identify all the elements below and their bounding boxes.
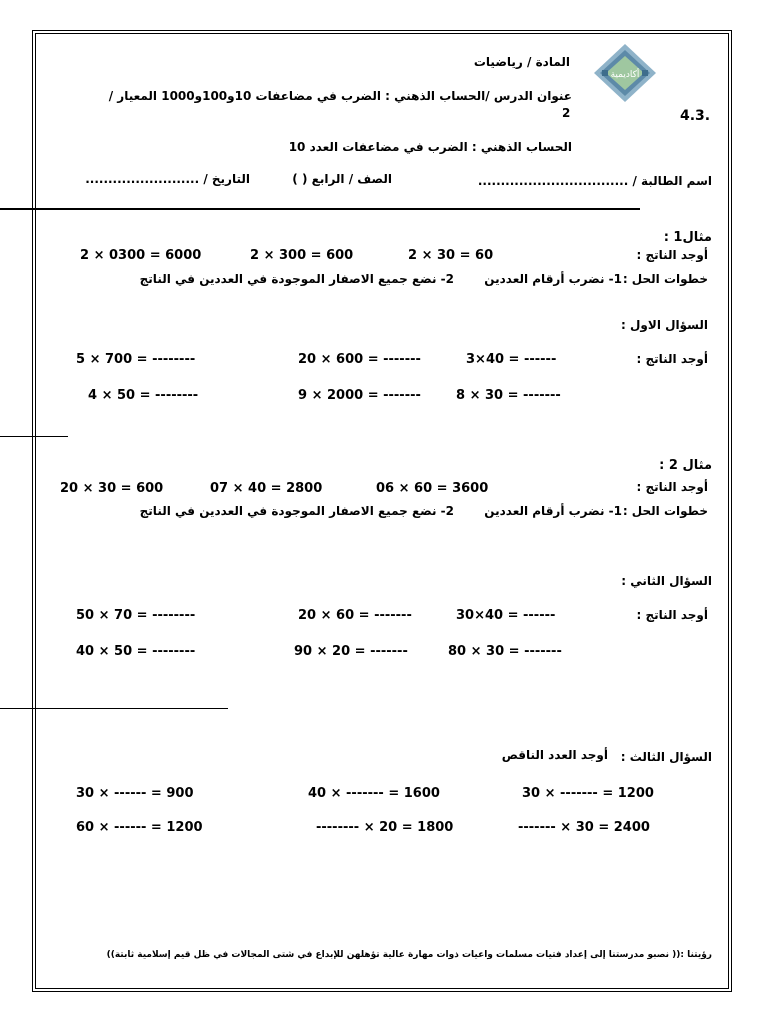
question3-instruction: أوجد العدد الناقص — [501, 748, 608, 762]
example1-step-2: 2- نضع جميع الاصفار الموجودة في العددين في الناتج — [139, 272, 454, 286]
lesson-title: عنوان الدرس /الحساب الذهني : الضرب في مضاعفات 10و100و1000 المعيار / — [108, 89, 572, 103]
question2-item-2: 20 × 60 = ------- — [298, 608, 412, 623]
header-divider — [0, 208, 640, 210]
question2-title: السؤال الثاني : — [621, 574, 712, 588]
example1-step-1: 1- نضرب أرقام العددين — [484, 272, 622, 286]
example2-title: مثال 2 : — [659, 458, 712, 473]
example1-item-3: 2 × 0300 = 6000 — [80, 248, 202, 263]
example2-instruction: أوجد الناتج : — [636, 480, 708, 494]
topic-title: الحساب الذهني : الضرب في مضاعفات العدد 10 — [288, 140, 572, 154]
example1-steps-label: خطوات الحل : — [622, 272, 708, 286]
question2-item-6: 40 × 50 = -------- — [76, 644, 196, 659]
question2-item-4: 80 × 30 = ------- — [448, 644, 562, 659]
section-divider-1 — [0, 436, 68, 437]
question3-title: السؤال الثالث : — [620, 750, 712, 764]
question2-item-1: 30×40 = ------ — [456, 608, 556, 623]
question3-item-5: -------- × 20 = 1800 — [316, 820, 454, 835]
date-field: التاريخ / ......................... — [85, 172, 250, 186]
question3-item-3: 30 × ------ = 900 — [76, 786, 194, 801]
question1-item-3: 5 × 700 = -------- — [76, 352, 196, 367]
example2-step-1: 1- نضرب أرقام العددين — [484, 504, 622, 518]
question3-item-1: 30 × ------- = 1200 — [522, 786, 654, 801]
lesson-title-continued: 2 — [562, 106, 571, 120]
question1-item-6: 4 × 50 = -------- — [88, 388, 199, 403]
student-name-field: اسم الطالبة / ................................. — [477, 174, 712, 188]
question1-item-5: 9 × 2000 = ------- — [298, 388, 421, 403]
question2-instruction: أوجد الناتج : — [636, 608, 708, 622]
question1-title: السؤال الاول : — [621, 318, 708, 332]
question1-instruction: أوجد الناتج : — [636, 352, 708, 366]
example1-item-1: 2 × 30 = 60 — [408, 248, 494, 263]
section-divider-2 — [0, 708, 228, 709]
example1-title: مثال1 : — [663, 230, 712, 245]
example1-instruction: أوجد الناتج : — [636, 248, 708, 262]
question3-item-4: ------- × 30 = 2400 — [518, 820, 650, 835]
question1-item-1: 3×40 = ------ — [466, 352, 557, 367]
question2-item-5: 90 × 20 = ------- — [294, 644, 408, 659]
subject-label: المادة / رياضيات — [473, 55, 570, 69]
standard-code: 4.3. — [680, 108, 711, 124]
question3-item-2: 40 × ------- = 1600 — [308, 786, 440, 801]
question1-item-2: 20 × 600 = ------- — [298, 352, 421, 367]
example1-item-2: 2 × 300 = 600 — [250, 248, 354, 263]
example2-item-2: 07 × 40 = 2800 — [210, 481, 323, 496]
class-field: الصف / الرابع ( ) — [292, 172, 392, 186]
school-vision: رؤيتنا :(( نصبو مدرستنا إلى إعداد فتيات مسلمات واعيات ذوات مهارة عالية تؤهلهن للإبداع في شتى المجالات في ظل قيم إسلامية ثابتة)) — [106, 950, 712, 960]
question1-item-4: 8 × 30 = ------- — [456, 388, 561, 403]
example2-steps-label: خطوات الحل : — [622, 504, 708, 518]
question2-item-3: 50 × 70 = -------- — [76, 608, 196, 623]
example2-item-3: 20 × 30 = 600 — [60, 481, 164, 496]
logo-text: أكاديمية — [610, 70, 640, 80]
example2-item-1: 06 × 60 = 3600 — [376, 481, 489, 496]
school-logo-icon — [588, 40, 662, 106]
example2-step-2: 2- نضع جميع الاصفار الموجودة في العددين في الناتج — [139, 504, 454, 518]
question3-item-6: 60 × ------ = 1200 — [76, 820, 203, 835]
